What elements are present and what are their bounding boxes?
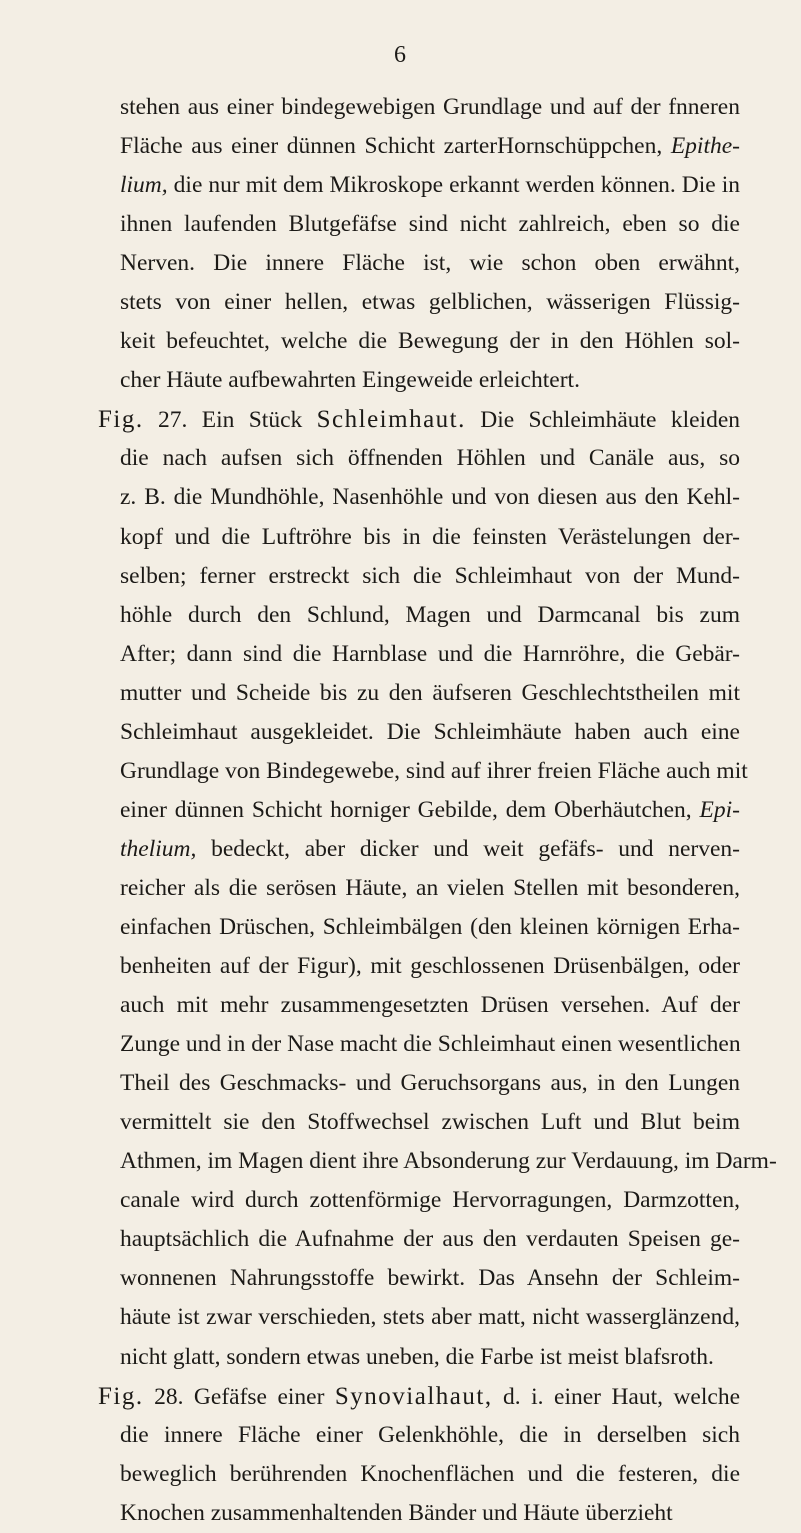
text-line (120, 1025, 740, 1064)
italic-term: lium, (120, 172, 168, 199)
text-line (120, 439, 740, 478)
text-line (120, 478, 740, 517)
text-segment: Grundlage von Bindegewebe, sind auf ihrer freien Fläche auch mit (120, 757, 748, 784)
text-segment: bedeckt, aber dicker und weit gefäfs- und nerven- (196, 835, 740, 862)
text-segment: wonnenen Nahrungsstoffe bewirkt. Das Ansehn der Schleim- (120, 1265, 740, 1292)
text-segment: keit befeuchtet, welche die Bewegung der in den Höhlen sol- (120, 328, 740, 355)
text-segment: nicht glatt, sondern etwas uneben, die Farbe ist meist blafsroth. (120, 1343, 714, 1370)
text-line (120, 166, 740, 205)
text-segment: einer dünnen Schicht horniger Gebilde, dem Oberhäutchen, (120, 796, 700, 823)
italic-term: Epithe- (670, 133, 740, 160)
text-segment: Schleimhaut ausgekleidet. Die Schleimhäute haben auch eine (120, 718, 740, 745)
text-line (120, 557, 740, 596)
text-segment: häute ist zwar verschieden, stets aber matt, nicht wasserglänzend, (120, 1304, 740, 1331)
text-line (120, 869, 740, 908)
text-segment: After; dann sind die Harnblase und die Harnröhre, die Gebär- (120, 640, 740, 667)
text-segment: auch mit mehr zusammengesetzten Drüsen versehen. Auf der (120, 992, 740, 1019)
text-line (120, 244, 740, 283)
text-segment: Theil des Geschmacks- und Geruchsorgans aus, in den Lungen (120, 1070, 740, 1097)
text-segment: die innere Fläche einer Gelenkhöhle, die in derselben sich (120, 1421, 740, 1448)
text-segment: hauptsächlich die Aufnahme der aus den verdauten Speisen ge- (120, 1226, 740, 1253)
italic-term: Epi- (699, 796, 740, 823)
text-line (120, 127, 740, 166)
text-line (120, 752, 748, 791)
text-line (120, 1181, 740, 1220)
text-line (120, 518, 740, 557)
spaced-term: Synovialhaut, (334, 1382, 493, 1410)
text-line (120, 1455, 740, 1494)
text-line (120, 1064, 740, 1103)
text-line (120, 205, 740, 244)
text-line (120, 1220, 740, 1259)
text-line (120, 674, 740, 713)
text-segment: einfachen Drüschen, Schleimbälgen (den kleinen körnigen Erha- (120, 913, 740, 940)
body-text (98, 88, 777, 1533)
text-segment: stets von einer hellen, etwas gelblichen, wässerigen Flüssig- (120, 289, 740, 316)
text-segment: Nerven. Die innere Fläche ist, wie schon oben erwähnt, (120, 250, 740, 277)
text-line (120, 1338, 740, 1377)
text-line (120, 322, 740, 361)
text-segment: cher Häute aufbewahrten Eingeweide erleichtert. (120, 367, 580, 394)
text-line (120, 947, 740, 986)
text-line (120, 283, 740, 322)
text-segment: 28. Gefäfse einer (143, 1383, 335, 1410)
text-segment: Fläche aus einer dünnen Schicht zarterHornschüppchen, (120, 133, 671, 160)
text-segment: vermittelt sie den Stoffwechsel zwischen Luft und Blut beim (120, 1109, 740, 1136)
text-segment: kopf und die Luftröhre bis in die feinsten Verästelungen der- (120, 523, 740, 550)
text-line (120, 830, 740, 869)
text-line (120, 986, 740, 1025)
text-line (120, 1142, 777, 1181)
text-segment: stehen aus einer bindegewebigen Grundlage und auf der fnneren (120, 94, 740, 120)
text-line (120, 1259, 740, 1298)
spaced-term: Fig. (98, 1382, 144, 1410)
italic-term: thelium, (120, 835, 197, 862)
text-line (120, 361, 740, 400)
spaced-term: Schleimhaut. (316, 406, 466, 434)
spaced-term: Fig. (98, 406, 144, 434)
text-line (98, 1377, 740, 1416)
text-segment: selben; ferner erstreckt sich die Schleimhaut von der Mund- (120, 562, 740, 589)
text-segment: ihnen laufenden Blutgefäfse sind nicht zahlreich, eben so die (120, 211, 740, 238)
text-segment: Athmen, im Magen dient ihre Absonderung zur Verdauung, im Darm- (120, 1148, 777, 1175)
text-segment: reicher als die serösen Häute, an vielen Stellen mit besonderen, (120, 874, 740, 901)
text-line (120, 1103, 740, 1142)
text-segment: die nach aufsen sich öffnenden Höhlen und Canäle aus, so (120, 445, 740, 472)
text-line (120, 635, 740, 674)
text-line (120, 908, 740, 947)
page-number: 6 (394, 42, 407, 68)
text-line (120, 713, 740, 752)
text-line (120, 1416, 740, 1455)
text-segment: die nur mit dem Mikroskope erkannt werden können. Die in (167, 172, 740, 199)
text-line (120, 596, 740, 635)
text-segment: benheiten auf der Figur), mit geschlossenen Drüsenbälgen, oder (120, 953, 740, 980)
text-line (120, 1298, 740, 1337)
text-line (120, 88, 740, 127)
text-segment: Die Schleimhäute kleiden (465, 407, 740, 434)
text-segment: mutter und Scheide bis zu den äufseren Geschlechtstheilen mit (120, 679, 740, 706)
text-segment: Knochen zusammenhaltenden Bänder und Häute überzieht (120, 1499, 673, 1526)
text-segment: 27. Ein Stück (143, 407, 317, 434)
text-segment: canale wird durch zottenförmige Hervorragungen, Darmzotten, (120, 1187, 740, 1214)
text-line (120, 791, 740, 830)
text-segment: höhle durch den Schlund, Magen und Darmcanal bis zum (120, 601, 740, 628)
text-segment: d. i. einer Haut, welche (492, 1383, 741, 1410)
text-segment: beweglich berührenden Knochenflächen und die festeren, die (120, 1460, 740, 1487)
text-segment: z. B. die Mundhöhle, Nasenhöhle und von diesen aus den Kehl- (120, 484, 740, 511)
text-line (120, 1494, 740, 1533)
text-segment: Zunge und in der Nase macht die Schleimhaut einen wesentlichen (120, 1031, 741, 1058)
text-line (98, 400, 740, 439)
